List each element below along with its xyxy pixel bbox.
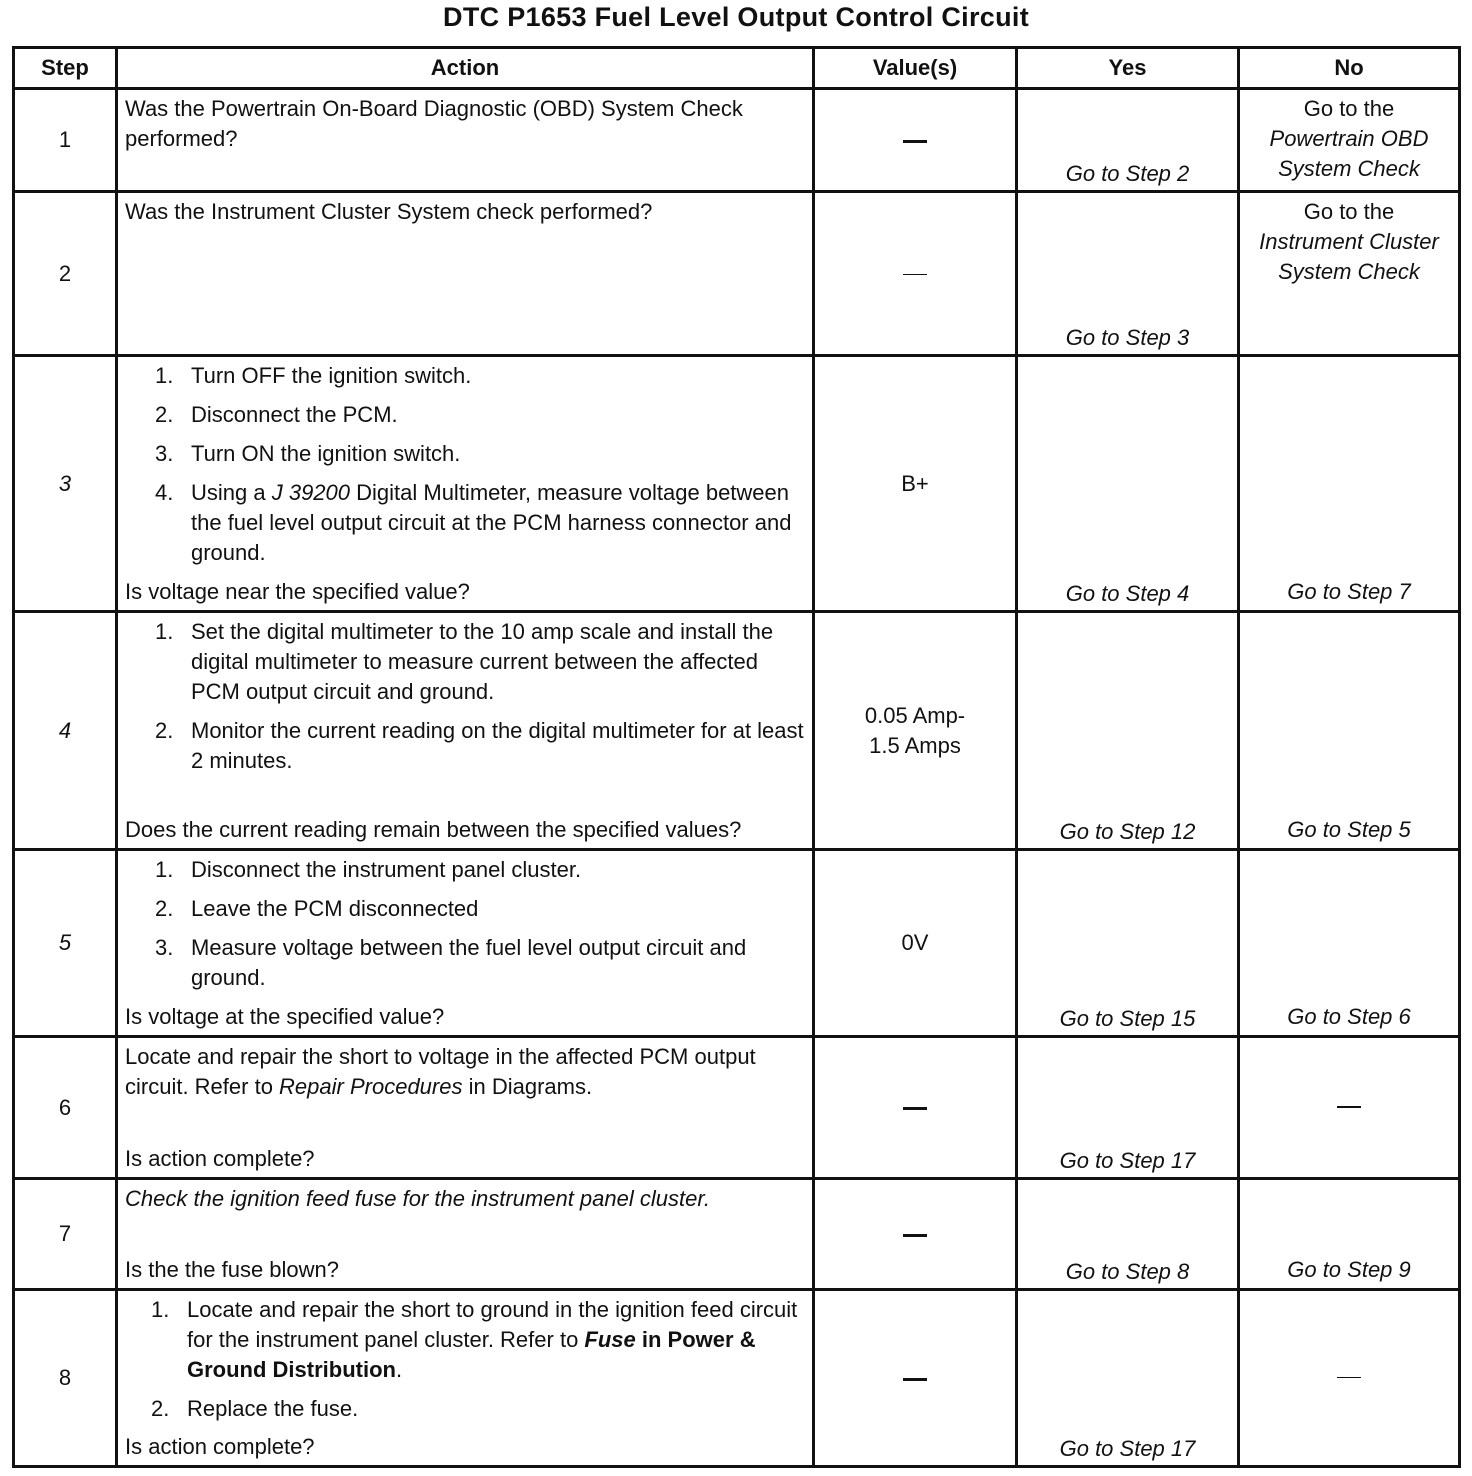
list-item: 2. Monitor the current reading on the digital multimeter for at least 2 minutes. <box>155 718 804 773</box>
no-reference: Powertrain OBD System Check <box>1269 126 1429 181</box>
yes-cell: Go to Step 8 <box>1017 1179 1239 1290</box>
header-step: Step <box>14 48 117 89</box>
action-question: Is action complete? <box>125 1146 315 1171</box>
action-question: Is action complete? <box>125 1434 315 1459</box>
action-text: Was the Instrument Cluster System check performed? <box>125 199 653 224</box>
table-row <box>14 850 1460 1037</box>
list-item: 2. Leave the PCM disconnected <box>155 896 479 921</box>
header-values: Value(s) <box>814 48 1017 89</box>
table-row <box>14 89 1460 192</box>
em-dash <box>903 1107 927 1110</box>
action-cell <box>117 850 814 1037</box>
step-list <box>125 617 804 780</box>
list-item: 1. Disconnect the instrument panel cluster. <box>155 857 582 882</box>
no-cell: Go to Step 5 <box>1239 612 1460 850</box>
list-item: 1. Locate and repair the short to ground in the ignition feed circuit for the instrument panel cluster. Refer to Fuse in Power & Ground Distribution. <box>151 1297 798 1382</box>
page-title: DTC P1653 Fuel Level Output Control Circuit <box>443 2 1029 32</box>
table-row <box>14 192 1460 356</box>
header-row <box>14 48 1460 89</box>
procedure-table <box>12 46 1461 1468</box>
list-item: 3. Turn ON the ignition switch. <box>155 441 461 466</box>
yes-cell: Go to Step 3 <box>1017 192 1239 356</box>
no-cell: Go to Step 7 <box>1239 356 1460 612</box>
no-cell <box>1239 192 1460 356</box>
list-item: 2. Replace the fuse. <box>151 1396 359 1421</box>
table-row <box>14 1037 1460 1179</box>
action-text: Locate and repair the short to voltage in the affected PCM output circuit. Refer to Repair Procedures in Diagrams. <box>125 1044 756 1099</box>
repair-procedures-ref: Repair Procedures <box>279 1074 463 1099</box>
value-cell <box>814 1179 1017 1290</box>
distribution-ref: in Power & Ground Distribution <box>187 1327 756 1382</box>
action-cell <box>117 1179 814 1290</box>
yes-cell: Go to Step 2 <box>1017 89 1239 192</box>
fuse-ref: Fuse <box>584 1327 636 1352</box>
step-number: 8 <box>14 1290 117 1467</box>
em-dash <box>903 140 927 143</box>
tool-reference: J 39200 <box>271 480 351 505</box>
header-action: Action <box>117 48 814 89</box>
action-question: Is voltage near the specified value? <box>125 579 470 604</box>
list-item: 1. Turn OFF the ignition switch. <box>155 363 472 388</box>
em-dash <box>1337 1377 1361 1379</box>
yes-cell: Go to Step 12 <box>1017 612 1239 850</box>
no-cell: Go to Step 9 <box>1239 1179 1460 1290</box>
list-item: 4. Using a J 39200 Digital Multimeter, measure voltage between the fuel level output circuit at the PCM harness connector and ground. <box>155 480 792 565</box>
list-item: 3. Measure voltage between the fuel level output circuit and ground. <box>155 935 747 990</box>
list-item: 1. Set the digital multimeter to the 10 amp scale and install the digital multimeter to measure current between the affected PCM output circuit and ground. <box>155 619 774 704</box>
em-dash <box>903 1378 927 1381</box>
step-number: 5 <box>14 850 117 1037</box>
action-question: Does the current reading remain between the specified values? <box>125 817 742 842</box>
em-dash <box>1337 1106 1361 1108</box>
header-no: No <box>1239 48 1460 89</box>
step-list <box>125 361 804 572</box>
header-yes: Yes <box>1017 48 1239 89</box>
value-cell <box>814 192 1017 356</box>
action-question: Is voltage at the specified value? <box>125 1004 445 1029</box>
value-cell: 0V <box>814 850 1017 1037</box>
value-cell: 0.05 Amp- 1.5 Amps <box>814 612 1017 850</box>
no-cell <box>1239 1290 1460 1467</box>
value-cell <box>814 89 1017 192</box>
no-reference: Instrument Cluster System Check <box>1259 229 1439 284</box>
action-question: Is the the fuse blown? <box>125 1257 340 1282</box>
step-list <box>125 1295 804 1428</box>
step-number: 2 <box>14 192 117 356</box>
yes-cell: Go to Step 17 <box>1017 1037 1239 1179</box>
no-cell <box>1239 1037 1460 1179</box>
action-text: Was the Powertrain On-Board Diagnostic (OBD) System Check performed? <box>125 96 743 151</box>
table-row <box>14 356 1460 612</box>
step-list <box>125 855 804 997</box>
action-cell <box>117 89 814 192</box>
action-cell <box>117 1037 814 1179</box>
value-cell <box>814 1037 1017 1179</box>
action-cell <box>117 192 814 356</box>
action-cell <box>117 356 814 612</box>
table-row <box>14 1179 1460 1290</box>
value-cell: B+ <box>814 356 1017 612</box>
step-number: 7 <box>14 1179 117 1290</box>
no-prefix: Go to the <box>1303 199 1395 224</box>
em-dash <box>903 1234 927 1237</box>
em-dash <box>903 274 927 276</box>
step-number: 6 <box>14 1037 117 1179</box>
no-prefix: Go to the <box>1303 96 1395 121</box>
step-number: 4 <box>14 612 117 850</box>
action-text: Check the ignition feed fuse for the instrument panel cluster. <box>125 1186 710 1211</box>
step-number: 1 <box>14 89 117 192</box>
action-cell <box>117 612 814 850</box>
value-cell <box>814 1290 1017 1467</box>
table-row <box>14 1290 1460 1467</box>
yes-cell: Go to Step 4 <box>1017 356 1239 612</box>
step-number: 3 <box>14 356 117 612</box>
no-cell <box>1239 89 1460 192</box>
yes-cell: Go to Step 17 <box>1017 1290 1239 1467</box>
no-cell: Go to Step 6 <box>1239 850 1460 1037</box>
table-row <box>14 612 1460 850</box>
yes-cell: Go to Step 15 <box>1017 850 1239 1037</box>
action-cell <box>117 1290 814 1467</box>
list-item: 2. Disconnect the PCM. <box>155 402 398 427</box>
